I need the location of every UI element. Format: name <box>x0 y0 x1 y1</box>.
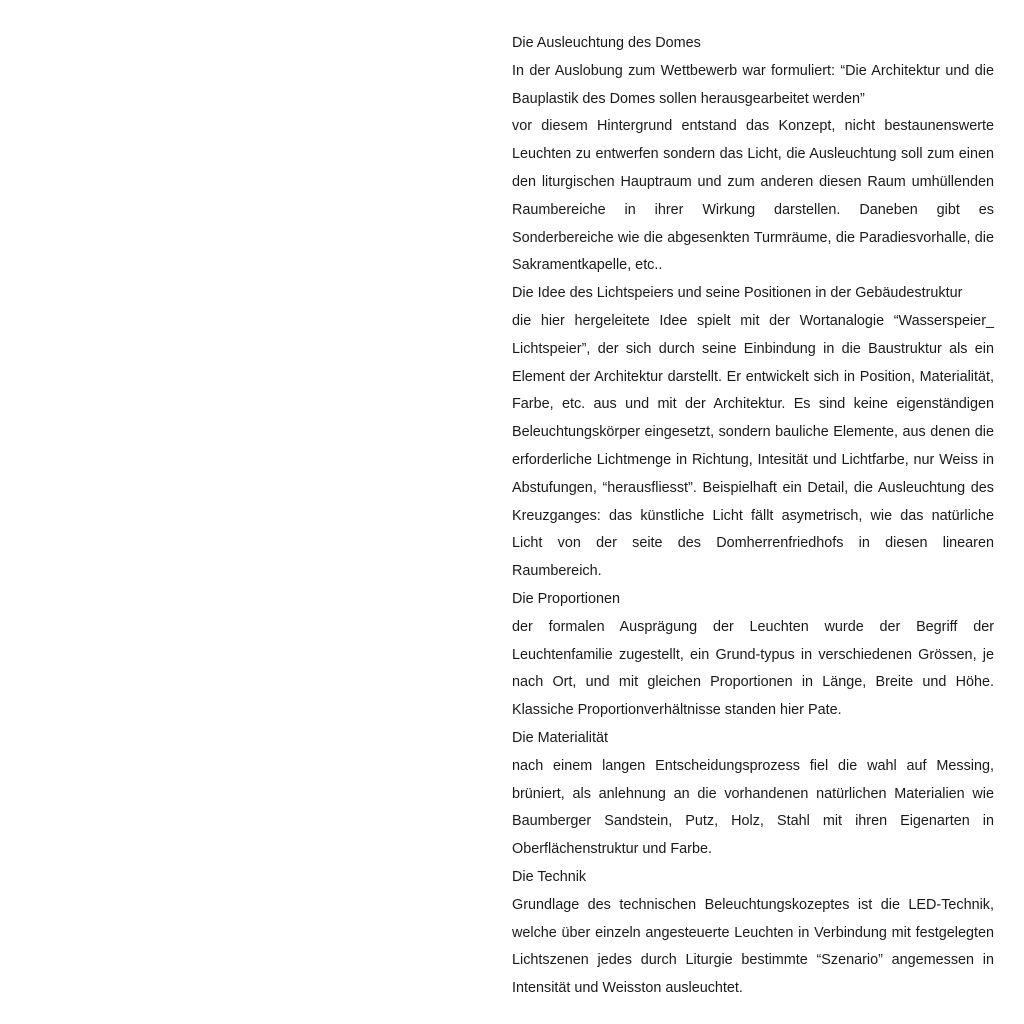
section-heading: Die Idee des Lichtspeiers und seine Positionen in der Gebäudestruktur <box>512 285 963 302</box>
section-lichtspeier <box>512 280 994 586</box>
section-materialitaet <box>512 725 994 864</box>
section-heading: Die Ausleuchtung des Domes <box>512 35 701 51</box>
section-paragraph: Grundlage des technischen Beleuchtungskozeptes ist die LED-Technik, welche über einzeln angesteuerte Leuchten in Verbindung mit festgelegten Lichtszenen jedes durch Liturgie bestimmte “Szenario” angemessen in Intensität und Weisston ausleuchtet. <box>512 896 994 997</box>
section-heading: Die Proportionen <box>512 590 620 607</box>
section-ausleuchtung <box>512 30 994 280</box>
section-paragraph: die hier hergeleitete Idee spielt mit der Wortanalogie “Wasserspeier_ Lichtspeier”, der sich durch seine Einbindung in die Baustruktur als ein Element der Architektur darstellt. Er entwickelt sich in Position, Materialität, Farbe, etc. aus und mit der Architektur. Es sind keine eigenständigen Beleuchtungskörper eingesetzt, sondern bauliche Elemente, aus denen die erforderliche Lichtmenge in Richtung, Intesität und Lichtfarbe, nur Weiss in Abstufungen, “herausfliesst”. Beispielhaft ein Detail, die Ausleuchtung des Kreuzganges: das künstliche Licht fällt asymetrisch, wie das natürliche Licht von der seite des Domherrenfriedhofs in diesen linearen Raumbereich. <box>512 312 994 580</box>
section-paragraph: nach einem langen Entscheidungsprozess fiel die wahl auf Messing, brüniert, als anlehnung an die vorhandenen natürlichen Materialien wie Baumberger Sandstein, Putz, Holz, Stahl mit ihren Eigenarten in Oberflächenstruktur und Farbe. <box>512 757 994 858</box>
section-paragraph: In der Auslobung zum Wettbewerb war formuliert: “Die Architektur und die Bauplastik des Domes sollen herausgearbeitet werden” vor diesem Hintergrund entstand das Konzept, nicht bestaunenswerte Leuchten zu entwerfen sondern das Licht, die Ausleuchtung soll zum einen den liturgischen Hauptraum und zum anderen diesen Raum umhüllenden Raumbereiche in ihrer Wirkung darstellen. Daneben gibt es Sonderbereiche wie die abgesenkten Turmräume, die Paradiesvorhalle, die Sakramentkapelle, etc.. <box>512 62 994 274</box>
section-technik <box>512 864 994 1003</box>
text-column <box>512 30 994 1003</box>
section-proportionen <box>512 586 994 725</box>
section-heading: Die Technik <box>512 868 587 885</box>
section-paragraph: der formalen Ausprägung der Leuchten wurde der Begriff der Leuchtenfamilie zugestellt, ein Grund-typus in verschiedenen Grössen, je nach Ort, und mit gleichen Proportionen in Länge, Breite und Höhe. Klassiche Proportionverhältnisse standen hier Pate. <box>512 618 994 719</box>
section-heading: Die Materialität <box>512 729 608 746</box>
